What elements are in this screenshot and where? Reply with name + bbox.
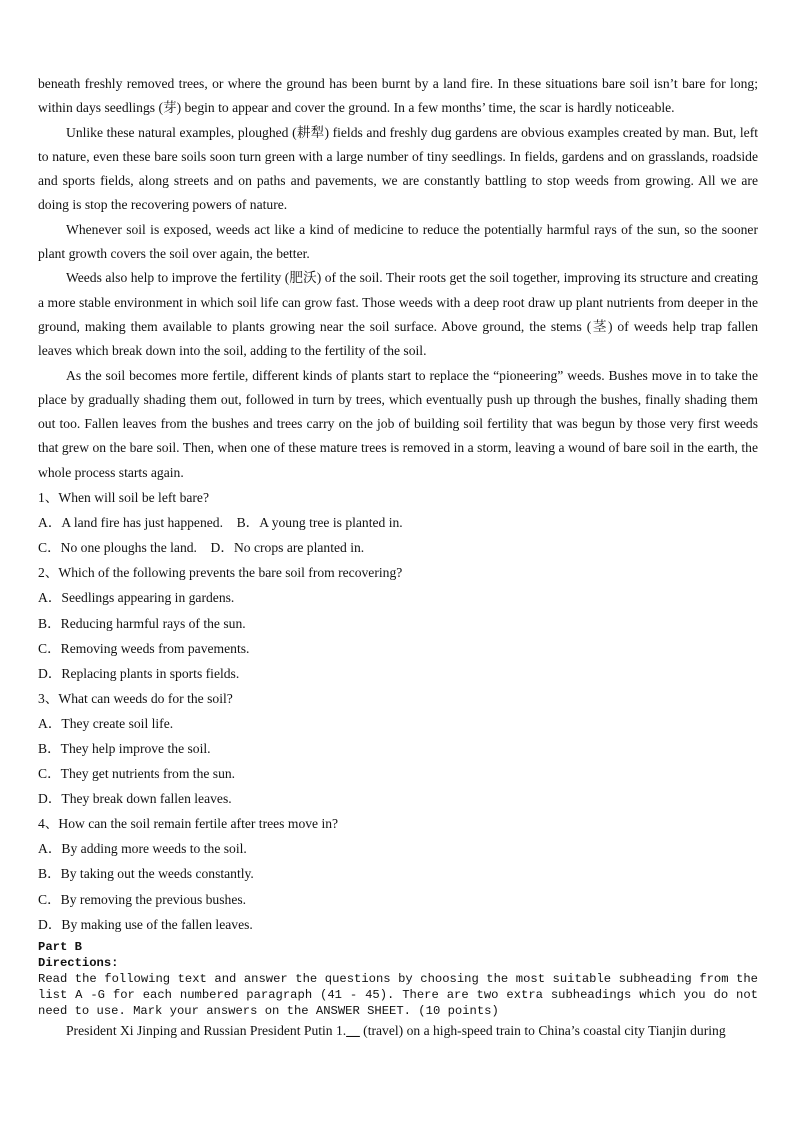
question-4-stem: 4、How can the soil remain fertile after trees move in?: [38, 816, 339, 832]
question-4-option-b: B．By taking out the weeds constantly.: [38, 866, 254, 882]
question-1-options-row-1: A．A land fire has just happened. B．A young tree is planted in.: [38, 515, 403, 531]
answer-blank: __: [346, 1022, 360, 1038]
question-3-stem: 3、What can weeds do for the soil?: [38, 690, 233, 706]
directions-text: Read the following text and answer the questions by choosing the most suitable subheading from the list A -G for each numbered paragraph (41 - 45). There are two extra subheadings which you do not need to use. Mark your answers on the ANSWER SHEET. (10 points): [38, 971, 758, 1018]
passage-paragraph-5: As the soil becomes more fertile, different kinds of plants start to replace the “pioneering” weeds. Bushes move in to take the place by gradually shading them out, followed in turn by trees, which eventually push up through the bushes, finally shading them out too. Fallen leaves from the bushes and trees carry on the job of building soil fertility that was begun by those very first weeds that grew on the bare soil. Then, when one of these mature trees is removed in a storm, leaving a wound of bare soil in the earth, the whole process starts again.: [38, 367, 758, 480]
question-4-option-a: A．By adding more weeds to the soil.: [38, 841, 247, 857]
part-b-first-sentence: [38, 1019, 758, 1043]
passage-paragraph-3: Whenever soil is exposed, weeds act like a kind of medicine to reduce the potentially harmful rays of the sun, so the sooner plant growth covers the soil over again, the better.: [38, 221, 758, 262]
question-2-option-a: A．Seedlings appearing in gardens.: [38, 590, 235, 606]
question-3-option-b: B．They help improve the soil.: [38, 740, 211, 756]
question-2-option-d: D．Replacing plants in sports fields.: [38, 665, 240, 681]
passage-paragraph-1: beneath freshly removed trees, or where the ground has been burnt by a land fire. In these situations bare soil isn’t bare for long; within days seedlings (芽) begin to appear and cover the ground. In a few months’ time, the scar is hardly noticeable.: [38, 76, 758, 116]
sentence-start: President Xi Jinping and Russian President Putin 1.: [66, 1022, 347, 1038]
passage-paragraph-4: Weeds also help to improve the fertility (肥沃) of the soil. Their roots get the soil together, improving its structure and creating a more stable environment in which soil life can grow fast. Those weeds with a deep root draw up plant nutrients from deeper in the ground, making them available to plants growing near the soil surface. Above ground, the stems (茎) of weeds help trap fallen leaves which break down into the soil, adding to the fertility of the soil.: [38, 270, 758, 359]
document-page: [38, 72, 758, 1043]
question-1-stem: 1、When will soil be left bare?: [38, 490, 209, 506]
question-3-option-c: C．They get nutrients from the sun.: [38, 766, 236, 782]
question-3-option-d: D．They break down fallen leaves.: [38, 791, 232, 807]
question-4-option-c: C．By removing the previous bushes.: [38, 891, 247, 907]
question-3-option-a: A．They create soil life.: [38, 715, 174, 731]
question-2-option-b: B．Reducing harmful rays of the sun.: [38, 615, 246, 631]
passage-paragraph-2: Unlike these natural examples, ploughed (耕犁) fields and freshly dug gardens are obvious examples created by man. But, left to nature, even these bare soils soon turn green with a large number of tiny seedlings. In fields, gardens and on grasslands, roadside and sports fields, along streets and on paths and pavements, we are constantly battling to stop weeds from growing. All we are doing is stop the recovering powers of nature.: [38, 124, 758, 213]
question-1-options-row-2: C．No one ploughs the land. D．No crops are planted in.: [38, 540, 365, 556]
sentence-end: (travel) on a high-speed train to China’s coastal city Tianjin during: [359, 1022, 726, 1038]
question-2-option-c: C．Removing weeds from pavements.: [38, 640, 250, 656]
part-b-title: Part B: [38, 939, 82, 954]
directions-label: Directions:: [38, 955, 119, 970]
question-2-stem: 2、Which of the following prevents the bare soil from recovering?: [38, 565, 403, 581]
question-4-option-d: D．By making use of the fallen leaves.: [38, 916, 253, 932]
